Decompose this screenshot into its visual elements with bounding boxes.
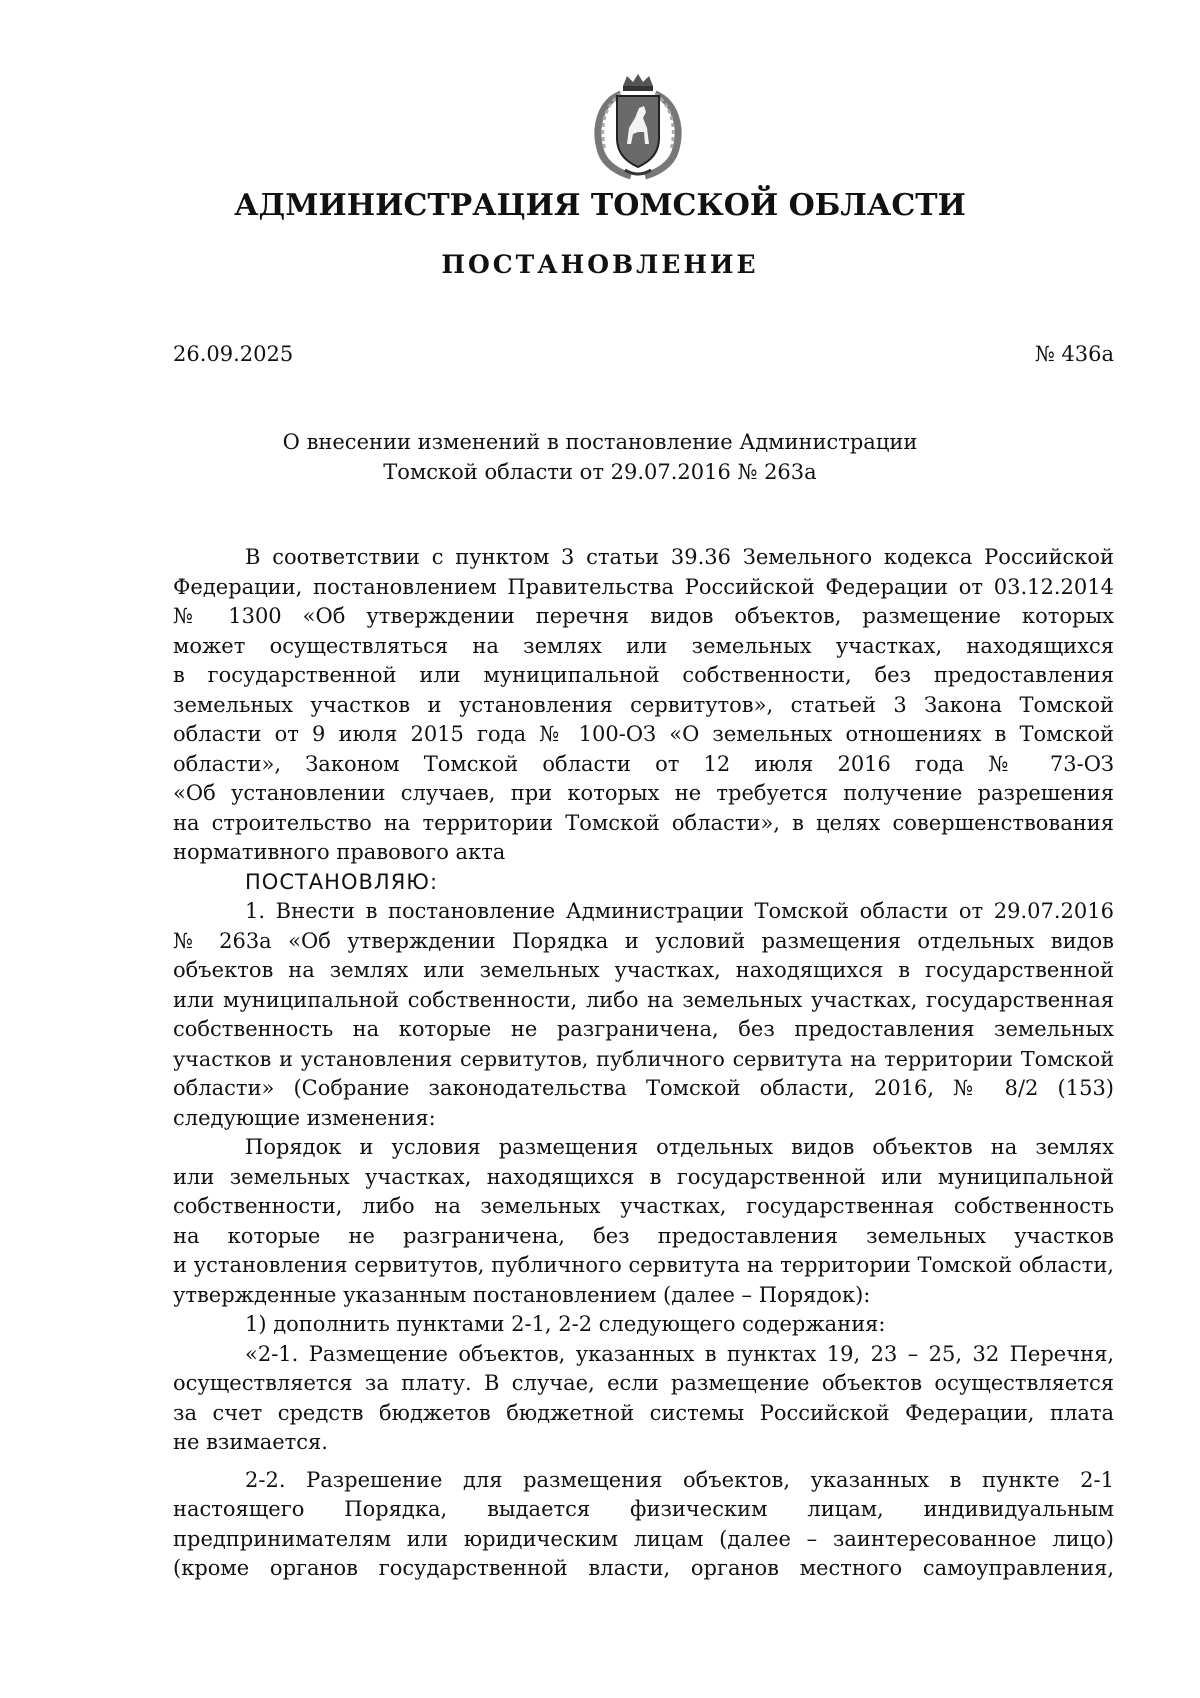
text-line: 1. Внести в постановление Администрации Томской области от 29.07.2016	[245, 899, 1114, 923]
text-line: настоящего Порядка, выдается физическим лицам, индивидуальным	[173, 1497, 1114, 1521]
text-line: земельных участков и установления сервитутов», статьей 3 Закона Томской	[173, 692, 1114, 717]
text-line: утвержденные указанным постановлением (далее – Порядок):	[173, 1282, 871, 1307]
item-1-paragraph	[173, 897, 1114, 1133]
text-line: не взимается.	[173, 1430, 328, 1454]
text-line: осуществляется за плату. В случае, если размещение объектов осуществляется	[173, 1371, 1114, 1395]
text-line: Федерации, постановлением Правительства Российской Федерации от 03.12.2014	[173, 574, 1114, 599]
clause-2-1-paragraph	[173, 1340, 1114, 1458]
text-line: Порядок и условия размещения отдельных видов объектов на землях	[245, 1135, 1114, 1159]
text-line: предпринимателям или юридическим лицам (далее – заинтересованное лицо)	[173, 1526, 1114, 1551]
text-line: участков и установления сервитутов, публичного сервитута на территории Томской	[173, 1046, 1114, 1071]
subitem-1: 1) дополнить пунктами 2-1, 2-2 следующего содержания:	[245, 1312, 886, 1336]
text-line: (кроме органов государственной власти, органов местного самоуправления,	[173, 1556, 1114, 1580]
text-line: «Об установлении случаев, при которых не требуется получение разрешения	[173, 781, 1114, 805]
text-line: «2-1. Размещение объектов, указанных в пунктах 19, 23 – 25, 32 Перечня,	[245, 1341, 1114, 1366]
subject-line: О внесении изменений в постановление Администрации	[282, 430, 918, 454]
text-line: следующие изменения:	[173, 1105, 436, 1130]
text-line: В соответствии с пунктом 3 статьи 39.36 Земельного кодекса Российской	[245, 545, 1114, 569]
text-line: за счет средств бюджетов бюджетной системы Российской Федерации, плата	[173, 1400, 1114, 1425]
clause-2-2-paragraph	[173, 1466, 1114, 1584]
text-line: на строительство на территории Томской области», в целях совершенствования	[173, 810, 1114, 835]
issuing-authority: АДМИНИСТРАЦИЯ ТОМСКОЙ ОБЛАСТИ	[234, 188, 966, 223]
document-body	[173, 543, 1114, 1584]
text-line: № 263а «Об утверждении Порядка и условий размещения отдельных видов	[173, 928, 1114, 953]
text-line: собственность на которые не разграничена, без предоставления земельных	[173, 1017, 1114, 1041]
text-line: или земельных участках, находящихся в государственной или муниципальной	[173, 1164, 1114, 1189]
text-line: или муниципальной собственности, либо на земельных участках, государственная	[173, 987, 1114, 1012]
text-line: области», Законом Томской области от 12 июля 2016 года № 73-ОЗ	[173, 751, 1114, 776]
document-subject	[0, 427, 1200, 487]
text-line: объектов на землях или земельных участках, находящихся в государственной	[173, 958, 1114, 982]
text-line: на которые не разграничена, без предоставления земельных участков	[173, 1223, 1114, 1248]
text-line: 2-2. Разрешение для размещения объектов, указанных в пункте 2-1	[245, 1467, 1114, 1492]
text-line: может осуществляться на землях или земельных участках, находящихся	[173, 633, 1114, 658]
decree-word: ПОСТАНОВЛЯЮ:	[245, 869, 439, 894]
text-line: и установления сервитутов, публичного сервитута на территории Томской области,	[173, 1253, 1114, 1277]
text-line: собственности, либо на земельных участках, государственная собственность	[173, 1194, 1114, 1218]
text-line: нормативного правового акта	[173, 840, 506, 864]
document-type: ПОСТАНОВЛЕНИЕ	[441, 250, 759, 279]
text-line: области от 9 июля 2015 года № 100-ОЗ «О земельных отношениях в Томской	[173, 722, 1114, 746]
document-date: 26.09.2025	[173, 342, 294, 366]
text-line: № 1300 «Об утверждении перечня видов объектов, размещение которых	[173, 604, 1114, 628]
procedure-paragraph	[173, 1133, 1114, 1310]
document-number: № 436а	[1034, 342, 1114, 366]
subject-line: Томской области от 29.07.2016 № 263а	[383, 460, 817, 484]
preamble-paragraph	[173, 543, 1114, 868]
coat-of-arms-emblem	[583, 72, 693, 180]
text-line: области» (Собрание законодательства Томской области, 2016, № 8/2 (153)	[173, 1076, 1114, 1100]
text-line: в государственной или муниципальной собственности, без предоставления	[173, 663, 1114, 687]
